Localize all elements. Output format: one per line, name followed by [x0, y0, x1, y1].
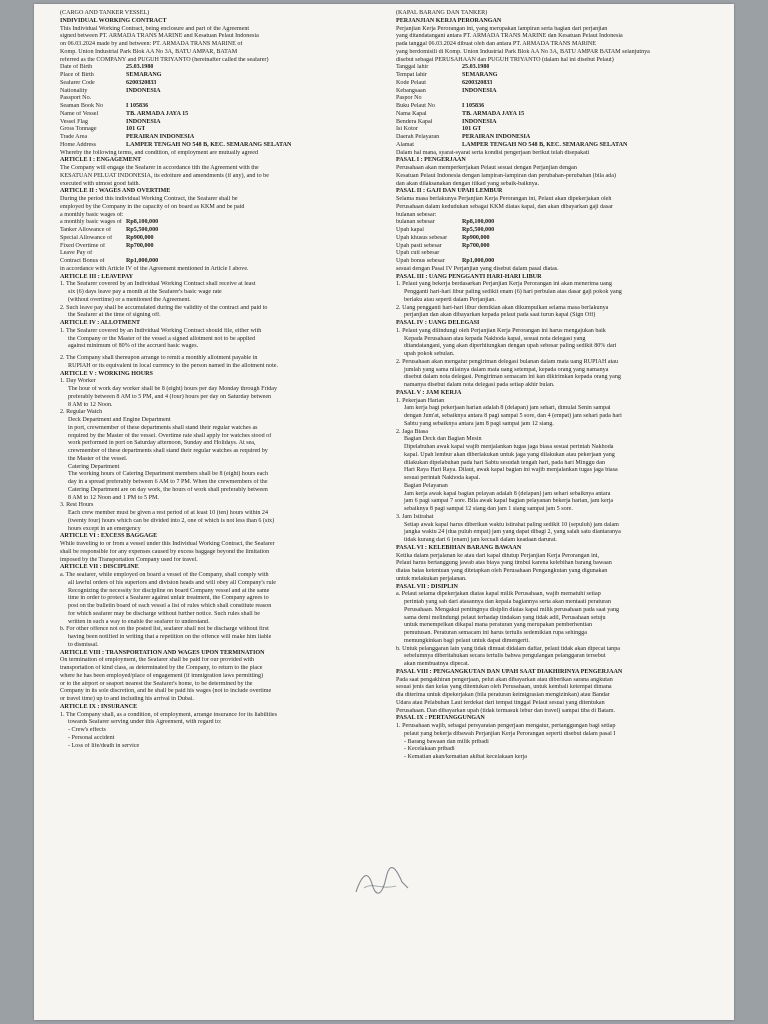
field-value: Rp700,000 [126, 242, 154, 249]
field-value: I 105836 [126, 103, 149, 109]
article-line: Kesatuan Pelaut Indonesia dengan lampiran-lampiran dan perubahan-perubahan (bila ada) [396, 172, 616, 179]
field-value: Rp5,500,000 [126, 227, 159, 233]
field-label: Leave Pay of [60, 250, 93, 257]
article-line: jangka waktu 24 (dua puluh empat) jam yang dapat dibagi 2, yang salah satu diantaranya [404, 529, 621, 536]
field-label: Paspor No [396, 95, 422, 102]
seafarer-field [60, 72, 390, 80]
article-line: having been notified in writing that a repetition on the offence will make him liable [68, 634, 272, 640]
field-value: Rp1,000,000 [126, 258, 159, 264]
article-line: 1. The Seafarer covered by an Individual Working Contract shall receive at least [60, 281, 256, 288]
article-line: Jam kerja bagi pekerjaan harian adalah 8 (delapan) jam sehari, dimulai Senin sampai [404, 405, 611, 412]
article-line: berlaku atau seperti dalam Perjanjian. [404, 296, 496, 303]
article-line: 1. Day Worker [60, 378, 96, 385]
field-label: Passport No. [60, 95, 92, 102]
field-label: Buku Pelaut No [396, 103, 435, 109]
article-line: preferably between 8 AM to 5 PM, and 4 (four) hours per day on Saturday between [68, 393, 272, 400]
field-value: Rp5,500,000 [462, 227, 495, 233]
wage-row [396, 250, 726, 258]
article-line: b. Untuk pelanggaran lain yang tidak dimuat didalam daftar, pelaut tidak akan dipecat tanpa [396, 645, 620, 652]
article-line: dilakukan dipelabuhan pada hari Sabtu sesudah tengah hari, pada hari Minggu dan [404, 459, 606, 466]
article-line: Kepada Perusahaan atau kepada Nakhoda kapal, sesuai nota delegasi yang [404, 335, 586, 342]
article-line: ditandatangani, yang akan diperhitungkan dengan upah sebesar paling sedikit 80% dari [404, 343, 617, 350]
field-value: Rp900,000 [126, 234, 154, 241]
seafarer-field [60, 103, 390, 111]
field-label: Home Address [60, 141, 97, 148]
seafarer-field [60, 64, 390, 72]
intro-line: yang ditandatangani antara PT. ARMADA TRANS MARINE dan Kesatuan Pelaut Indonesia [396, 33, 623, 40]
article-line: Pada saat pengakhiran pengerjaan, pelut akan dibayarkan atau diberikan sarana angkutan [396, 676, 613, 683]
article-line: dengan Jum'at, sebaiknya antara 8 pagi sampai 5 sore, dan 4 (empat) jam sehari pada hari [404, 413, 622, 419]
article-line: sesuai perintah Nakhoda kapal. [404, 475, 481, 481]
field-label: Kebangsaan [396, 87, 426, 94]
field-value: INDONESIA [462, 118, 497, 125]
article-line: written in such a way to enable the seafarer to understand. [68, 618, 210, 625]
field-value: Rp8,100,000 [462, 219, 495, 226]
field-value: SEMARANG [462, 72, 498, 78]
field-label: Seafarer Code [60, 79, 95, 86]
article-line: While traveling to or from a vessel under this Individual Working Contract, the Seafarer [60, 541, 275, 547]
field-label: Upah khusus sebesar [396, 234, 448, 241]
field-label: Vessel Flag [60, 118, 88, 125]
article-title: PASAL VIII : PENGANGKUTAN DAN UPAH SAAT DIAKHIRINYA PENGERJAAN [396, 668, 623, 675]
article-line: KESATUAN PELUAT INDONESIA, its edoiture and amendments (if any), and to be [60, 172, 269, 179]
article-line: post on the bulletin board of each vessel a list of rules which shall constitute reason [68, 603, 272, 609]
field-label: Gross Tonnage [60, 126, 97, 133]
field-value: 25.03.1980 [462, 64, 490, 71]
article-line: six (6) days leave pay a month at the Seafarer's basic wage rate [68, 289, 222, 295]
article-line: tidak kurang dari 6 (enam) jam kecuali dalam keadaan darurat. [404, 537, 557, 543]
field-label: Upah pasti sebesar [396, 242, 442, 249]
article-line: (without overtime) or a mentioned the Agreement. [68, 296, 191, 303]
seafarer-field [60, 142, 390, 150]
article-line: sebelumnya diberitahukan secara tertulis bahwa pengulangan pelanggaran tersebut [404, 653, 606, 660]
seafarer-field [396, 134, 726, 142]
seafarer-field [396, 80, 726, 88]
article-line: work performed in port on Saturday afternoon, Sunday and Holidays. At sea, [68, 440, 256, 447]
article-line: - Kematian akan/kematian akibat kecelakaan kerja [404, 754, 527, 760]
article-line: Perusahaan. Mengakui pentingnya disiplin diatas kapal milik perusahaan pada saat yang [404, 606, 620, 613]
article-line: On termination of employment, the Seafarer shall be paid for our provided with [60, 657, 255, 664]
article-title: PASAL IV : UANG DELEGASI [396, 320, 480, 326]
field-label: bulanan sebesar [396, 219, 435, 226]
seafarer-field [60, 88, 390, 96]
article-line: Setiap awak kapal harus diberikan waktu istirahat paling sedikit 10 (sepuluh) jam dalam [404, 521, 619, 528]
field-value: Rp8,100,000 [126, 219, 159, 226]
seafarer-field [396, 119, 726, 127]
article-line: shall be responsible for any expenses caused by excess baggage beyond the limitation [60, 548, 270, 555]
article-line: Each crew member must be given a rest period of at least 10 (ten) hours within 24 [68, 510, 269, 516]
article-line: RUPIAH or its equivalent in local currency to the person named in the allotment note. [68, 362, 279, 369]
article-title: ARTICLE VIII : TRANSPORTATION AND WAGES UPON TERMINATION [60, 649, 265, 656]
wage-row [60, 258, 390, 266]
seafarer-field [60, 119, 390, 127]
article-line: crewmember of these departments shall stand their regular watches as required by [68, 448, 268, 454]
article-line: employed by the Company in the capacity of on board as KKM and be paid [60, 203, 245, 210]
field-label: Tanker Allowance of [60, 227, 112, 233]
article-title: PASAL VI : KELEBIHAN BARANG BAWAAN [396, 544, 522, 551]
article-line: in port, crewmember of these departments shall stand their regular watches as [68, 424, 258, 431]
intro-line: signed between PT. ARMADA TRANS MARINE and Kesatuan Pelaut Indonesia [60, 33, 259, 40]
article-line: The hour of work day worker shall be 8 (eight) hours per day Monday through Friday [68, 386, 277, 392]
article-line: kapal. Upah lembur akan diberlakukan untuk jaga yang dilakukan atau pekerjaan yang [404, 451, 615, 458]
field-value: PERAIRAN INDONESIA [126, 134, 195, 140]
seafarer-field [396, 64, 726, 72]
article-line: Hari Raya Hari Raya. Dilaut, awak kapal bagian ini wajib menjalankan tugas jaga biasa [404, 467, 618, 474]
field-value: I 105836 [462, 103, 485, 109]
field-value: LAMPER TENGAH NO 548 B, KEC. SEMARANG SELATAN [462, 141, 628, 148]
article-line: b. For other offence not on the posted list, seafarer shall not be discharge without first [60, 626, 269, 633]
article-line: diatas batas ketentuan yang ditetapkan oleh Perusahaan Pengangkutan yang digunakan [396, 568, 608, 574]
article-line: 1. Pekerjaan Harian [396, 397, 445, 404]
article-line: required by the Master of the vessel. Overtime rate shall apply for watches stood of [68, 432, 272, 439]
article-line: 1. The Seafarer covered by an Individual Working Contract should file, either with [60, 327, 262, 334]
article-line: - Kecelakaan pribadi [404, 746, 455, 753]
article-line: untuk menempelkan dikapal mana peraturan yang merupakan pemberhentian [404, 622, 592, 629]
wage-row [396, 243, 726, 251]
article-line: executed with utmost good faith. [60, 180, 141, 187]
article-line: transportation of kind class, as determinated by the Company, to return to the place [60, 665, 263, 671]
article-line: Bagian Pelayanan [404, 482, 448, 489]
article-line: 3. Jam Istirahat [396, 513, 434, 520]
article-line: a. Pelaut selama dipekerjakan diatas kapal milik Perusahaan, wajib mematuhi setiap [396, 591, 601, 598]
article-line: 2. The Company shall thereupon arrange to remit a monthly allotment payable in [60, 355, 258, 361]
article-line: pemutusan. Peraturan semacam ini harus tertulis sedemikian rupa sehingga [404, 630, 587, 636]
field-value: 6200320833 [462, 79, 493, 86]
article-line: hours except in an emergency [68, 525, 141, 532]
contract-page [34, 4, 734, 1020]
whereby-line: Whereby the following terms, and condition, of employment are mutually agreed [60, 149, 258, 156]
contract-heading: (CARGO AND TANKER VESSEL) [60, 10, 150, 16]
article-line: dia diterima untuk dipekerjakan (bila peraturan keimigrasian mengizinkan) atau Bandar [396, 692, 610, 698]
field-value: TB. ARMADA JAYA 15 [126, 110, 189, 117]
article-line: sesuai jenis dan kelas yang ditentukan oleh Perusahaan, untuk kembali ketempat dimana [396, 684, 612, 691]
article-line: a. The seafarer, while employed on board a vessel of the Company, shall comply with [60, 572, 269, 578]
whereby-line: Dalam hal mana, syarat-syarat serta kondisi pengerjaan berikut telah disepakati [396, 149, 590, 156]
article-title: ARTICLE I : ENGAGEMENT [60, 157, 142, 164]
article-title: PASAL IX : PERTANGGUNGAN [396, 715, 485, 722]
article-line: Deck Department and Engine Department [68, 417, 171, 423]
article-line: Sabtu yang sebaiknya antara jam 8 pagi sampai jam 12 siang. [404, 420, 554, 427]
article-line: (twenty four) hours which can be divided into 2, one of which is not less than 6 (six) [68, 517, 275, 524]
contract-heading: (KAPAL BARANG DAN TANKER) [396, 10, 488, 16]
article-title: ARTICLE V : WORKING HOURS [60, 370, 153, 377]
article-line: a monthly basic wages of: [60, 211, 124, 218]
article-line: Recognizing the necessity for discipline on board Company vessel and at the same [68, 587, 270, 594]
article-line: the Seafarer at the time of signing off. [68, 312, 161, 319]
article-line: 1. Perusahaan wajib, sebagai persyaratan pengerjaan mengatur, pertanggungan bagi setiap [396, 723, 616, 729]
wage-row [396, 235, 726, 243]
article-line: time in order to protect a Seafarer against unfair treatment, the Company agrees to [68, 595, 269, 602]
seafarer-field [396, 88, 726, 96]
article-line: 2. Perusahaan akan mengatur pengiriman delegasi bulanan dalam mata uang RUPIAH atau [396, 358, 619, 365]
article-line: The working hours of Catering Department members shall be 8 (eight) hours each [68, 471, 269, 478]
seafarer-field [396, 126, 726, 134]
article-line: 2. Regular Watch [60, 409, 103, 416]
article-line: towards Seafarer serving under this Agreement, with regard to: [68, 719, 222, 726]
intro-line: on 06.03.2024 made by and between: PT. ARMADA TRANS MARINE of [60, 41, 243, 47]
article-line: namanya disebut dalam nota delegasi pada setiap akhir bulan. [404, 382, 555, 388]
article-line: Dipelabuhan awak kapal wajib menjalankan tugas jaga biasa sesuai perintah Nakhoda [404, 444, 614, 450]
wage-row [60, 243, 390, 251]
article-title: ARTICLE IV : ALLOTMENT [60, 320, 141, 326]
article-line: 1. Pelaut yang bekerja berdasarkan Perjanjian Kerja Perorangan ini akan menerima uang [396, 281, 612, 288]
article-line: the Master of the vessel. [68, 455, 128, 462]
field-label: Upah cuti sebesar [396, 250, 440, 257]
article-line: or to the airport or seaport nearest the Seafarer's home, to be determined by the [60, 680, 253, 687]
intro-line: This Individual Working Contract, being enclosure and part of the Agreement [60, 25, 250, 32]
field-value: Rp900,000 [462, 234, 490, 241]
article-line: 8 AM to 12 Noon. [68, 401, 113, 408]
article-line: - Loss of life/death in service [68, 742, 140, 749]
field-label: Tanggal lahir [396, 64, 429, 71]
article-line: untuk melakukan perjalanan. [396, 575, 467, 582]
seafarer-field [60, 80, 390, 88]
article-line: to dismissal. [68, 641, 99, 648]
article-title: PASAL VII : DISIPLIN [396, 583, 458, 590]
article-line: Perusahaan akan memperkerjakan Pelaut sesuai dengan Perjanjian dengan [396, 165, 577, 171]
field-value: INDONESIA [126, 87, 161, 94]
article-line: Bagian Deck dan Bagian Mesin [404, 436, 482, 443]
field-label: Nationality [60, 87, 88, 94]
field-label: Name of Vessel [60, 110, 99, 117]
article-title: ARTICLE VII : DISCIPLINE [60, 564, 139, 571]
intro-line: referred as the COMPANY and PUGUH TRIYANTO (hereinafter called the seafarer) [60, 56, 269, 63]
field-label: Bendera Kapal [396, 118, 433, 125]
article-line: 2. Jaga Biasa [396, 428, 428, 435]
article-line: Company in its sole discretion, and he shall be paid his wages (not to include overtime [60, 688, 272, 695]
article-line: jumlah yang sama nilainya dalam mata uang setempat, kepada orang yang namanya [404, 366, 609, 373]
article-line: perintah yang sah dari atasannya dan kepala bagiannya serta akan mentaati peraturan [404, 599, 611, 605]
article-line: the Company or the Master of the vessel a signed allotment not to be applied [68, 335, 256, 342]
article-line: sama demi melindungi pelaut terhadap tindakan yang tidak adil, Perusahaan setuju [404, 614, 606, 621]
article-line: disebut dalam nota delegasi. Pengiriman semacam ini kan dikirimkan kepada orang yang [404, 374, 621, 381]
article-title: ARTICLE VI : EXCESS BAGGAGE [60, 533, 158, 540]
article-line: The Company will engage the Seafarer in accordance tith the Agreement with the [60, 165, 259, 171]
article-line: Selama masa berlakunya Perjanjian Kerja Perorangan ini, Pelaut akan dipekerjakan oleh [396, 196, 612, 202]
field-label: Special Allowance of [60, 234, 113, 241]
intro-line: pada tanggal 06.03.2024 dibuat oleh dan antara PT. ARMADA TRANS MARINE [396, 41, 596, 47]
article-line: pelaut yang bekerja dibawah Perjanjian Kerja Perorangan seperti disebut dalam pasal I [404, 730, 616, 737]
article-line: all lawful orders of his superiors and division heads and will obey all Company's rule [68, 579, 276, 586]
article-line: sebaiknya 8 pagi sampai 12 siang dan jam 1 siang sampai jam 5 sore. [404, 506, 573, 512]
field-label: Isi Kotor [396, 126, 418, 133]
article-line: for which seafarer may be discharge without further notice. Such rules shall be [68, 610, 260, 617]
article-title: ARTICLE IX : INSURANCE [60, 703, 138, 710]
intro-line: Komp. Union Industrial Park Blok AA No 3A, BATU AMPAR, BATAM [60, 48, 238, 55]
field-label: Fixed Overtime of [60, 242, 106, 249]
article-line: 2. Uang pengganti hari-hari libur demikian akan dikumpulkan selama masa berlakunya [396, 304, 609, 311]
field-value: Rp1,000,000 [462, 258, 495, 264]
wage-row [60, 235, 390, 243]
wage-row [396, 258, 726, 266]
intro-line: yang berdomisili di Komp. Union Industrial Park Blok AA No 3A, BATU AMPAR BATAM selanjutnya [396, 48, 650, 55]
field-label: Kode Pelaut [396, 79, 426, 86]
field-value: TB. ARMADA JAYA 15 [462, 110, 525, 117]
article-title: ARTICLE III : LEAVEPAY [60, 273, 133, 280]
article-line: perjanjian dan akan dibayarkan kepada pelaut pada saat turun kapal (Sign Off) [404, 312, 596, 319]
article-line: - Crew's effects [68, 727, 106, 733]
article-line: Catering Department [68, 463, 120, 470]
article-line: akan membuatnya dipecat. [404, 661, 470, 667]
article-line: - Barang bawaan dan milik pribadi [404, 738, 489, 745]
wage-row [60, 227, 390, 235]
article-title: ARTICLE II : WAGES AND OVERTIME [60, 188, 171, 195]
english-column [60, 10, 390, 1018]
field-label: Upah bonus sebesar [396, 258, 445, 264]
article-line: Pengganti hari-hari libur paling sedikit enam (6) hari perbulan atas dasar gaji pokok yang [404, 289, 622, 295]
intro-line: Perjanjian Kerja Perorangan ini, yang merupakan lampiran serta bagian dari perjanjian [396, 25, 608, 32]
wage-row [396, 219, 726, 227]
field-value: 6200320833 [126, 79, 157, 86]
wage-row [396, 227, 726, 235]
article-line: where he has been employed/place of engagement (if immigration laws permitting) [60, 672, 264, 679]
seafarer-field [60, 95, 390, 103]
field-value: 25.03.1980 [126, 64, 154, 71]
seafarer-field [60, 111, 390, 119]
field-label: Tempat lahir [396, 72, 427, 78]
article-title: PASAL II : GAJI DAN UPAH LEMBUR [396, 188, 503, 195]
article-line: Perusahaan. Dan dibayarkan upah (tidak termasuk lebur dan travel) sampai tiba di Batam. [396, 707, 615, 714]
field-label: Place of Birth [60, 72, 94, 78]
article-title: PASAL V : JAM KERJA [396, 389, 462, 396]
field-value: 101 GT [126, 126, 146, 133]
seafarer-field [60, 134, 390, 142]
article-title: PASAL III : UANG PENGGANTI HARI-HARI LIBUR [396, 273, 542, 280]
article-line: imposed by the Transportation Company used for travel. [60, 556, 198, 563]
field-value: Rp700,000 [462, 242, 490, 249]
article-line: bulanan sebesar: [396, 211, 437, 218]
article-line: Udara atau Pelabuhan Laut terdekat dari tempat tinggal Pelaut sesuai yang ditentukan [396, 699, 605, 706]
seafarer-field [396, 103, 726, 111]
signature [352, 862, 412, 902]
field-label: Seaman Book No [60, 103, 103, 109]
article-line: 8 AM to 12 Noon and 1 PM to 5 PM. [68, 494, 159, 501]
article-line: - Personal accident [68, 734, 115, 741]
field-label: Trade Area [60, 134, 88, 140]
intro-line: disebut sebagai PERUSAHAAN dan PUGUH TRIYANTO (dalam hal ini disebut Pelaut) [396, 56, 614, 63]
wage-row [60, 250, 390, 258]
field-value: LAMPER TENGAH NO 548 B, KEC. SEMARANG SELATAN [126, 141, 292, 148]
article-line: Pelaut harus bertanggung jawab atas biaya yang timbul karena kelebihan barang bawaan [396, 560, 612, 567]
article-line: 1. Pelaut yang dilindungi oleh Perjanjian Kerja Perorangan ini harus mengajukan baik [396, 327, 606, 334]
field-label: Nama Kapal [396, 110, 427, 117]
article-line: jam 6 pagi sampai 7 sore. Bila awak kapal bagian pelayanan bekerja harian, jam kerja [404, 498, 614, 505]
seafarer-field [396, 95, 726, 103]
article-line: 1. The Company shall, as a condition, of employment, arrange insurance for its liabilities [60, 711, 278, 718]
field-value: PERAIRAN INDONESIA [462, 134, 531, 140]
field-label: Date of Birth [60, 64, 93, 71]
contract-title: INDIVIDUAL WORKING CONTRACT [60, 17, 167, 24]
article-line: 2. Such leave pay shall be accumulated during the validity of the contract and paid to [60, 304, 268, 311]
article-title: PASAL I : PENGERJAAN [396, 157, 466, 164]
article-line: Catering Department are on day work, the hours of work shall preferably between [68, 486, 268, 493]
indonesian-column [396, 10, 726, 1018]
article-line: Ketika dalam perjalanan ke atau dari kapal ditutup Perjanjian Kerja Perorangan ini, [396, 552, 600, 559]
article-line: in accordance with Article IV of the Agreement mentioned in Article I above. [60, 265, 249, 272]
seafarer-field [396, 142, 726, 150]
field-value: INDONESIA [126, 118, 161, 125]
article-line: During the period this individual Working Contract, the Seafarer shall be [60, 196, 238, 202]
article-line: upah pokok sebulan. [404, 351, 455, 357]
article-line: or travel time) up to and including his arrival in Dubai. [60, 696, 194, 702]
field-value: SEMARANG [126, 72, 162, 78]
field-label: a monthly basic wages of [60, 219, 122, 226]
seafarer-field [396, 72, 726, 80]
field-value: 101 GT [462, 126, 482, 133]
field-label: Contract Bonus of [60, 258, 105, 264]
contract-title: PERJANJIAN KERJA PERORANGAN [396, 17, 502, 24]
seafarer-field [60, 126, 390, 134]
field-label: Alamat [396, 141, 414, 148]
seafarer-field [396, 111, 726, 119]
field-label: Daerah Pelayaran [396, 134, 440, 140]
article-line: Jam kerja awak kapal bagian pelayan adalah 8 (delapan) jam sehari sebaiknya antara [404, 490, 611, 497]
article-line: dan akan dilaksanakan dengan itikad yang sebaik-baiknya. [396, 180, 539, 187]
wage-row [60, 219, 390, 227]
article-line: 3. Rest Hours [60, 502, 94, 509]
field-label: Upah kapal [396, 227, 424, 233]
field-value: INDONESIA [462, 87, 497, 94]
article-line: sesuai dengan Pasal IV Perjanjian yang disebut dalam pasal diatas. [396, 265, 559, 272]
article-line: Perusahaan dalam kedudukan sebagai KKM diatas kapal, dan akan dibayarkan gaji dasar [396, 203, 613, 210]
article-line: memungkinkan bagi pelaut untuk dapat dimengerti. [404, 637, 530, 644]
article-line: day in a spread preferably between 6 AM to 7 PM. When the crewmembers of the [68, 479, 268, 485]
article-line: against minimum of 80% of the accrued basic wages. [68, 343, 199, 350]
